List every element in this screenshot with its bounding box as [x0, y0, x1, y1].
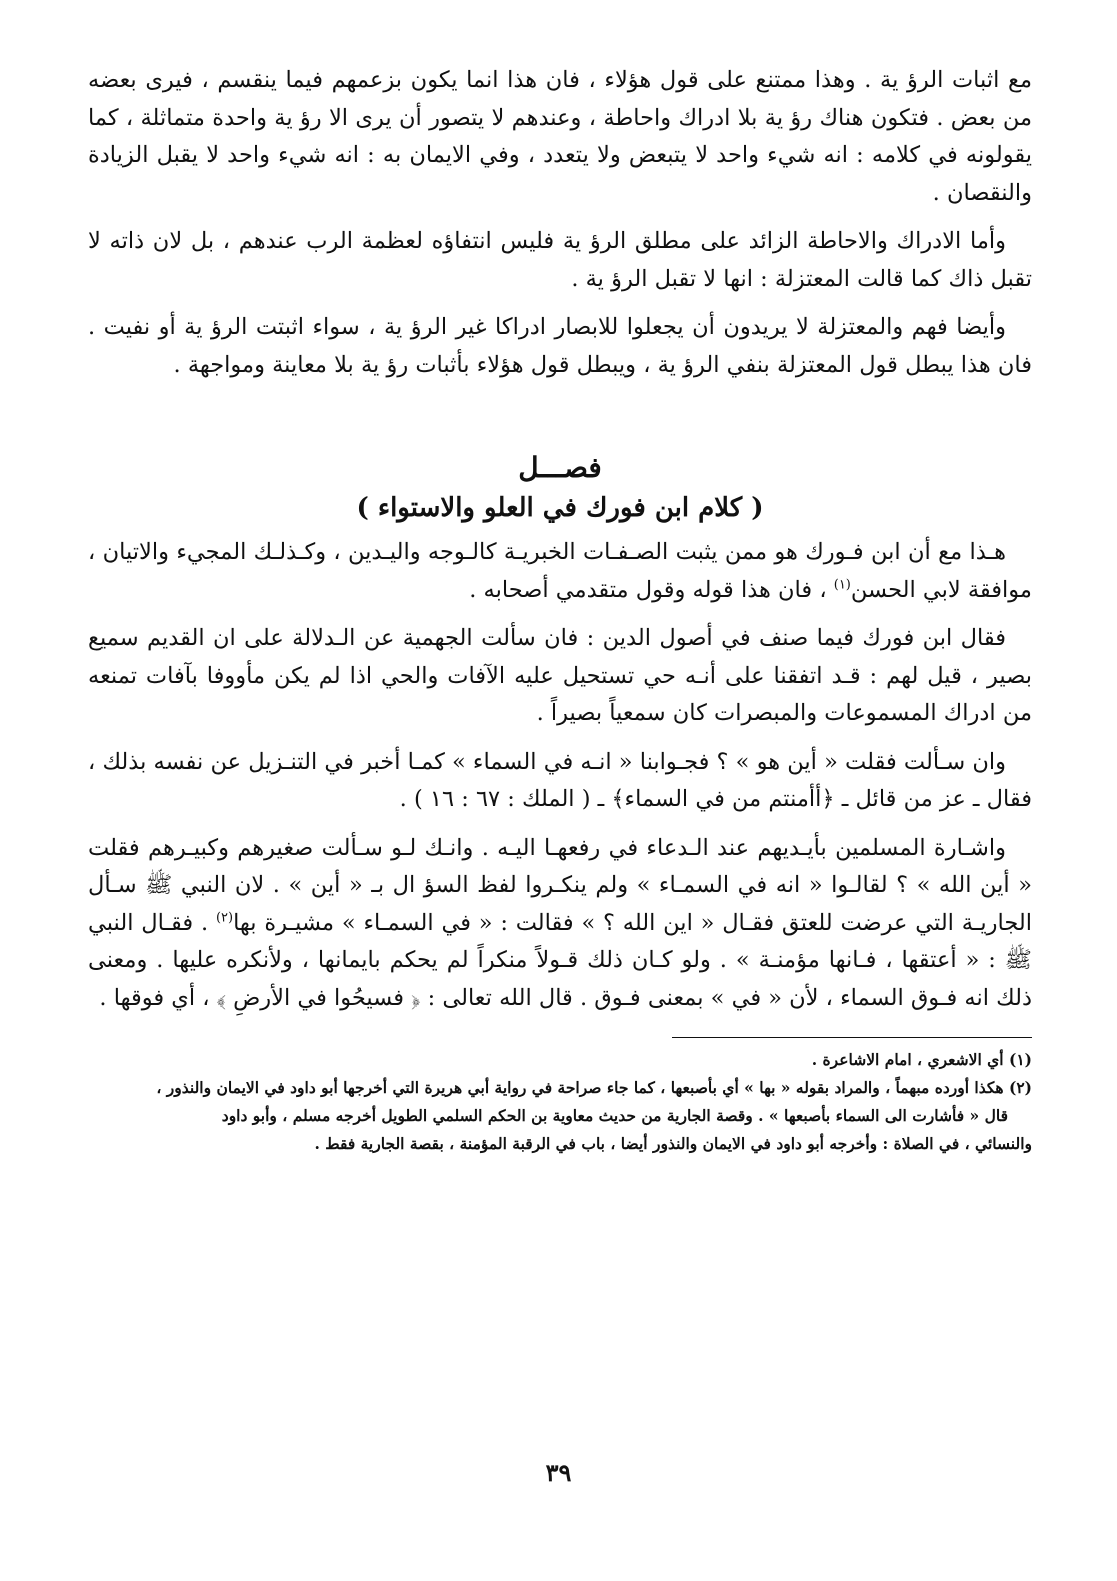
paragraph-3: وأيضا فهم والمعتزلة لا يريدون أن يجعلوا للابصار ادراكا غير الرؤ ية ، سواء اثبتت الرؤ ية أو نفيت . فان هذا يبطل قول المعتزلة بنفي الرؤ ية ، ويبطل قول هؤلاء بأثبات رؤ ية بلا معاينة ومواجهة . — [88, 314, 1032, 378]
footnote-ref-2[interactable]: (٢) — [215, 910, 234, 925]
paragraph-6: وان سـألت فقلت « أين هو » ؟ فجـوابنا « انـه في السماء » كمـا أخبر في التنـزيل عن نفسه بذلك ، فقال ـ عز من قائل ـ ﴿أأمنتم من في السماء﴾ ـ ( الملك : ٦٧ : ١٦ ) . — [88, 748, 1032, 812]
footnote-1: (١) أي الاشعري ، امام الاشاعرة . — [811, 1050, 1032, 1069]
paragraph-7-text-a: واشـارة المسلمين بأيـديهم عند الـدعاء في رفعهـا اليـه . وانـك لـو سـألت صغيرهم وكبيـرهم فقلت « أين الله » ؟ لقالـوا « انه في السمـاء » ولم ينكـروا لفظ السؤ ال بـ « أين » . لان النبي ﷺ سـأل الجاريـة التي عرضت للعتق فقـال « اين الله ؟ » فقالت : « في السمـاء » مشيـرة بها — [88, 834, 1032, 936]
footnote-divider — [672, 1037, 1032, 1038]
section-subtitle: ( كلام ابن فورك في العلو والاستواء ) — [356, 493, 764, 523]
paragraph-1: مع اثبات الرؤ ية . وهذا ممتنع على قول هؤلاء ، فان هذا انما يكون بزعمهم فيما ينقسم ، فيرى بعضه من بعض . فتكون هناك رؤ ية بلا ادراك واحاطة ، وعندهم لا يتصور أن يرى الا رؤ ية واحدة متماثلة ، كما يقولونه في كلامه : انه شيء واحد لا يتبعض ولا يتعدد ، وفي الايمان به : انه شيء واحد لا يقبل الزيادة والنقصان . — [88, 67, 1032, 206]
page-body — [88, 62, 1032, 1158]
paragraph-7 — [88, 830, 1032, 1018]
footnote-2: (٢) هكذا أورده مبهماً ، والمراد بقوله « بها » أي بأصبعها ، كما جاء صراحة في رواية أبي هريرة التي أخرجها أبو داود في الايمان والنذور ، — [156, 1078, 1032, 1097]
section-title: فصـــل — [518, 451, 602, 484]
page-number: ٣٩ — [545, 1458, 572, 1487]
paragraph-4 — [88, 534, 1032, 609]
footnote-2-continued-2: والنسائي ، في الصلاة : وأخرجه أبو داود في الايمان والنذور أيضا ، باب في الرقبة المؤمنة ، بقصة الجارية فقط . — [314, 1134, 1032, 1153]
paragraph-4-text-a: هـذا مع أن ابن فـورك هو ممن يثبت الصـفـات الخبريـة كالـوجه واليـدين ، وكـذلـك المجيء والاتيان ، موافقة لابي الحسن — [88, 539, 1032, 603]
footnote-2-continued-1: قال « فأشارت الى السماء بأصبعها » . وقصة الجارية من حديث معاوية بن الحكم السلمي الطويل أخرجه مسلم ، وأبو داود — [221, 1106, 1008, 1125]
paragraph-2: وأما الادراك والاحاطة الزائد على مطلق الرؤ ية فليس انتفاؤه لعظمة الرب عندهم ، بل لان ذاته لا تقبل ذاك كما قالت المعتزلة : انها لا تقبل الرؤ ية . — [88, 228, 1032, 292]
paragraph-4-text-b: ، فان هذا قوله وقول متقدمي أصحابه . — [469, 576, 834, 603]
paragraph-7-text-b: . فقـال النبي ﷺ : « أعتقها ، فـانها مؤمنـة » . ولو كـان ذلك قـولاً منكراً لم يحكم بايمانها ، ولأنكره عليها . ومعنى ذلك انه فـوق السماء ، لأن « في » بمعنى فـوق . قال الله تعالى : ﴿ فسيحُوا في الأرضِ ﴾ ، أي فوقها . — [88, 909, 1032, 1011]
footnote-ref-1[interactable]: (١) — [833, 577, 851, 592]
paragraph-5: فقال ابن فورك فيما صنف في أصول الدين : فان سألت الجهمية عن الـدلالة على ان القديم سميع بصير ، قيل لهم : قـد اتفقنا على أنـه حي تستحيل عليه الآفات والحي اذا لم يكن مأووفا بآفات تمنعه من ادراك المسموعات والمبصرات كان سمعياً بصيراً . — [88, 625, 1032, 726]
